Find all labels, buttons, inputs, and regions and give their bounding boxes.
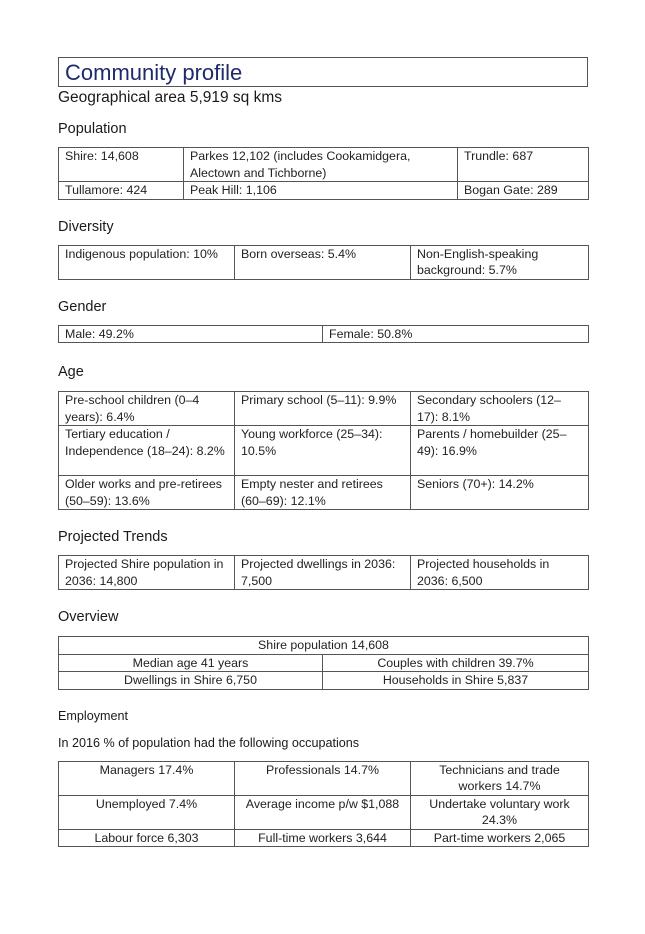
table-cell: Older works and pre-retirees (50–59): 13.6%	[59, 476, 235, 510]
table-cell: Couples with children 39.7%	[323, 654, 589, 672]
table-row	[59, 392, 589, 426]
table-row	[59, 637, 589, 655]
table-cell: Secondary schoolers (12–17): 8.1%	[411, 392, 589, 426]
table-cell: Pre-school children (0–4 years): 6.4%	[59, 392, 235, 426]
employment-table	[58, 761, 589, 848]
overview-heading: Overview	[58, 609, 119, 625]
table-cell: Professionals 14.7%	[235, 761, 411, 795]
table-row	[59, 829, 589, 847]
table-cell: Parkes 12,102 (includes Cookamidgera, Alectown and Tichborne)	[184, 148, 458, 182]
table-cell: Households in Shire 5,837	[323, 672, 589, 690]
table-cell: Undertake voluntary work 24.3%	[411, 795, 589, 829]
diversity-heading: Diversity	[58, 218, 114, 235]
table-row	[59, 556, 589, 590]
population-table	[58, 147, 589, 200]
table-row	[59, 245, 589, 279]
table-row	[59, 672, 589, 690]
table-cell: Median age 41 years	[59, 654, 323, 672]
table-row	[59, 148, 589, 182]
table-row	[59, 182, 589, 200]
employment-intro: In 2016 % of population had the following occupations	[58, 735, 360, 750]
table-cell: Projected households in 2036: 6,500	[411, 556, 589, 590]
table-cell: Technicians and trade workers 14.7%	[411, 761, 589, 795]
page-title: Community profile	[58, 57, 588, 87]
table-row	[59, 426, 589, 476]
table-cell: Bogan Gate: 289	[458, 182, 589, 200]
age-heading: Age	[58, 364, 84, 380]
table-cell: Peak Hill: 1,106	[184, 182, 458, 200]
table-cell: Non-English-speaking background: 5.7%	[411, 245, 589, 279]
table-cell: Male: 49.2%	[59, 325, 323, 343]
table-cell: Tullamore: 424	[59, 182, 184, 200]
gender-heading: Gender	[58, 298, 107, 315]
table-cell: Indigenous population: 10%	[59, 245, 235, 279]
table-cell: Tertiary education / Independence (18–24): 8.2%	[59, 426, 235, 476]
table-cell: Unemployed 7.4%	[59, 795, 235, 829]
table-row	[59, 654, 589, 672]
table-cell: Trundle: 687	[458, 148, 589, 182]
community-profile-page	[58, 57, 588, 847]
geographical-area: Geographical area 5,919 sq kms	[58, 89, 283, 106]
table-cell: Female: 50.8%	[323, 325, 589, 343]
table-cell: Labour force 6,303	[59, 829, 235, 847]
table-cell: Born overseas: 5.4%	[235, 245, 411, 279]
table-cell: Dwellings in Shire 6,750	[59, 672, 323, 690]
table-row	[59, 476, 589, 510]
diversity-table	[58, 245, 589, 280]
table-cell: Young workforce (25–34): 10.5%	[235, 426, 411, 476]
table-row	[59, 761, 589, 795]
projected-trends-table	[58, 555, 589, 590]
table-cell: Shire: 14,608	[59, 148, 184, 182]
population-heading: Population	[58, 121, 127, 137]
table-cell: Empty nester and retirees (60–69): 12.1%	[235, 476, 411, 510]
table-cell: Parents / homebuilder (25–49): 16.9%	[411, 426, 589, 476]
table-cell: Primary school (5–11): 9.9%	[235, 392, 411, 426]
table-cell: Managers 17.4%	[59, 761, 235, 795]
table-row	[59, 325, 589, 343]
table-cell: Shire population 14,608	[59, 637, 589, 655]
gender-table	[58, 325, 589, 344]
table-cell: Part-time workers 2,065	[411, 829, 589, 847]
table-cell: Average income p/w $1,088	[235, 795, 411, 829]
table-cell: Projected Shire population in 2036: 14,800	[59, 556, 235, 590]
projected-trends-heading: Projected Trends	[58, 529, 168, 545]
table-row	[59, 795, 589, 829]
table-cell: Projected dwellings in 2036: 7,500	[235, 556, 411, 590]
table-cell: Seniors (70+): 14.2%	[411, 476, 589, 510]
table-cell: Full-time workers 3,644	[235, 829, 411, 847]
employment-heading: Employment	[58, 708, 128, 723]
overview-table	[58, 636, 589, 690]
age-table	[58, 391, 589, 510]
